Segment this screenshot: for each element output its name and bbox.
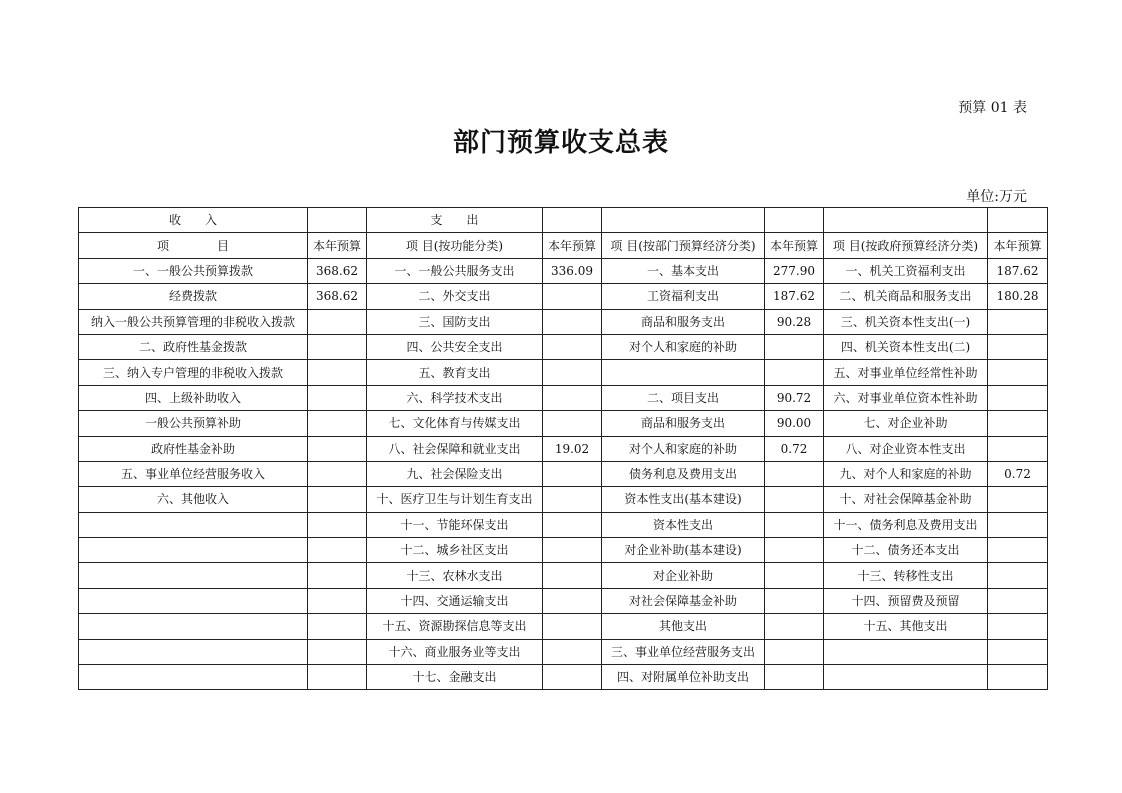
table-cell: 七、文化体育与传媒支出 — [367, 411, 543, 436]
budget-table — [78, 207, 1048, 690]
table-cell — [79, 512, 308, 537]
table-cell: 336.09 — [543, 258, 602, 283]
table-cell: 四、对附属单位补助支出 — [602, 665, 765, 690]
table-cell: 十二、城乡社区支出 — [367, 538, 543, 563]
table-cell — [765, 665, 824, 690]
table-cell — [543, 334, 602, 359]
table-row — [79, 538, 1048, 563]
table-cell: 项 目 — [79, 233, 308, 258]
table-cell: 本年预算 — [308, 233, 367, 258]
table-cell: 债务利息及费用支出 — [602, 461, 765, 486]
table-cell: 九、社会保险支出 — [367, 461, 543, 486]
table-row — [79, 411, 1048, 436]
table-row — [79, 665, 1048, 690]
table-cell — [988, 436, 1048, 461]
table-cell: 八、社会保障和就业支出 — [367, 436, 543, 461]
unit-label: 单位:万元 — [966, 189, 1027, 205]
table-cell — [308, 309, 367, 334]
table-cell — [988, 385, 1048, 410]
table-cell: 十一、债务利息及费用支出 — [824, 512, 988, 537]
table-cell — [308, 360, 367, 385]
table-cell — [988, 614, 1048, 639]
table-cell: 其他支出 — [602, 614, 765, 639]
table-cell: 三、事业单位经营服务支出 — [602, 639, 765, 664]
table-cell: 商品和服务支出 — [602, 309, 765, 334]
table-cell — [308, 385, 367, 410]
header-row — [79, 208, 1048, 233]
table-cell: 二、机关商品和服务支出 — [824, 284, 988, 309]
table-cell: 五、事业单位经营服务收入 — [79, 461, 308, 486]
table-cell: 90.72 — [765, 385, 824, 410]
table-cell — [765, 208, 824, 233]
table-cell: 支 出 — [367, 208, 543, 233]
table-cell — [765, 588, 824, 613]
table-cell: 五、教育支出 — [367, 360, 543, 385]
table-cell: 277.90 — [765, 258, 824, 283]
table-row — [79, 588, 1048, 613]
table-cell: 三、国防支出 — [367, 309, 543, 334]
table-cell — [765, 487, 824, 512]
table-cell — [79, 563, 308, 588]
table-cell: 十二、债务还本支出 — [824, 538, 988, 563]
table-cell: 四、机关资本性支出(二) — [824, 334, 988, 359]
table-cell — [988, 563, 1048, 588]
table-cell: 187.62 — [988, 258, 1048, 283]
table-cell: 资本性支出(基本建设) — [602, 487, 765, 512]
table-cell: 十、医疗卫生与计划生育支出 — [367, 487, 543, 512]
table-cell: 十六、商业服务业等支出 — [367, 639, 543, 664]
table-row — [79, 614, 1048, 639]
table-cell — [765, 614, 824, 639]
table-cell — [308, 411, 367, 436]
table-cell: 19.02 — [543, 436, 602, 461]
table-cell: 十四、交通运输支出 — [367, 588, 543, 613]
table-cell: 商品和服务支出 — [602, 411, 765, 436]
table-cell: 七、对企业补助 — [824, 411, 988, 436]
table-row — [79, 334, 1048, 359]
table-cell — [543, 512, 602, 537]
table-cell — [543, 284, 602, 309]
table-cell — [79, 665, 308, 690]
table-cell: 项 目(按部门预算经济分类) — [602, 233, 765, 258]
table-cell — [79, 639, 308, 664]
table-cell — [543, 665, 602, 690]
table-cell: 368.62 — [308, 258, 367, 283]
table-cell: 90.28 — [765, 309, 824, 334]
table-cell: 九、对个人和家庭的补助 — [824, 461, 988, 486]
table-cell: 政府性基金补助 — [79, 436, 308, 461]
table-cell: 二、政府性基金拨款 — [79, 334, 308, 359]
table-cell: 180.28 — [988, 284, 1048, 309]
table-cell: 368.62 — [308, 284, 367, 309]
table-cell — [543, 563, 602, 588]
table-row — [79, 385, 1048, 410]
table-cell — [988, 639, 1048, 664]
table-cell — [308, 334, 367, 359]
form-code: 预算 01 表 — [958, 100, 1027, 116]
table-cell: 四、上级补助收入 — [79, 385, 308, 410]
table-cell: 一、基本支出 — [602, 258, 765, 283]
table-cell — [543, 538, 602, 563]
table-cell: 五、对事业单位经常性补助 — [824, 360, 988, 385]
table-cell: 十五、其他支出 — [824, 614, 988, 639]
table-cell: 项 目(按功能分类) — [367, 233, 543, 258]
table-cell — [765, 538, 824, 563]
table-row — [79, 436, 1048, 461]
table-cell: 一、机关工资福利支出 — [824, 258, 988, 283]
table-row — [79, 563, 1048, 588]
table-cell — [765, 334, 824, 359]
table-cell: 十三、农林水支出 — [367, 563, 543, 588]
table-cell: 工资福利支出 — [602, 284, 765, 309]
table-row — [79, 639, 1048, 664]
table-cell — [988, 512, 1048, 537]
table-cell — [79, 614, 308, 639]
table-cell — [543, 487, 602, 512]
table-cell — [765, 639, 824, 664]
table-cell: 一、一般公共服务支出 — [367, 258, 543, 283]
table-body — [79, 208, 1048, 690]
table-cell — [543, 588, 602, 613]
table-cell — [79, 538, 308, 563]
table-cell — [308, 588, 367, 613]
table-cell — [543, 385, 602, 410]
table-cell: 经费拨款 — [79, 284, 308, 309]
table-cell: 六、其他收入 — [79, 487, 308, 512]
table-cell — [988, 334, 1048, 359]
table-cell: 本年预算 — [765, 233, 824, 258]
table-cell: 0.72 — [988, 461, 1048, 486]
table-cell: 八、对企业资本性支出 — [824, 436, 988, 461]
table-cell — [79, 588, 308, 613]
table-cell: 十一、节能环保支出 — [367, 512, 543, 537]
table-cell — [824, 665, 988, 690]
table-cell — [988, 487, 1048, 512]
table-cell — [988, 538, 1048, 563]
table-cell: 一般公共预算补助 — [79, 411, 308, 436]
table-cell — [988, 588, 1048, 613]
table-cell — [988, 309, 1048, 334]
table-cell: 一、一般公共预算拨款 — [79, 258, 308, 283]
table-cell: 六、对事业单位资本性补助 — [824, 385, 988, 410]
table-cell — [602, 360, 765, 385]
table-cell — [308, 639, 367, 664]
page-title: 部门预算收支总表 — [452, 128, 669, 158]
table-cell: 0.72 — [765, 436, 824, 461]
table-row — [79, 360, 1048, 385]
table-cell: 二、外交支出 — [367, 284, 543, 309]
table-cell — [308, 538, 367, 563]
table-cell: 对社会保障基金补助 — [602, 588, 765, 613]
table-cell: 90.00 — [765, 411, 824, 436]
table-cell — [308, 436, 367, 461]
table-cell — [988, 360, 1048, 385]
table-cell: 资本性支出 — [602, 512, 765, 537]
table-cell — [824, 208, 988, 233]
table-cell — [765, 461, 824, 486]
table-cell — [308, 487, 367, 512]
table-cell: 项 目(按政府预算经济分类) — [824, 233, 988, 258]
table-cell — [543, 614, 602, 639]
table-cell: 三、机关资本性支出(一) — [824, 309, 988, 334]
table-row — [79, 284, 1048, 309]
table-cell: 187.62 — [765, 284, 824, 309]
table-cell: 十三、转移性支出 — [824, 563, 988, 588]
table-cell: 十四、预留费及预留 — [824, 588, 988, 613]
table-cell — [602, 208, 765, 233]
table-cell — [988, 665, 1048, 690]
table-cell — [988, 208, 1048, 233]
table-cell: 对个人和家庭的补助 — [602, 436, 765, 461]
table-cell — [543, 639, 602, 664]
table-cell: 本年预算 — [988, 233, 1048, 258]
table-cell — [543, 411, 602, 436]
table-cell: 三、纳入专户管理的非税收入拨款 — [79, 360, 308, 385]
table-cell: 对企业补助 — [602, 563, 765, 588]
table-cell: 对个人和家庭的补助 — [602, 334, 765, 359]
table-row — [79, 461, 1048, 486]
table-row — [79, 487, 1048, 512]
table-cell: 四、公共安全支出 — [367, 334, 543, 359]
table-cell — [308, 512, 367, 537]
table-cell: 十七、金融支出 — [367, 665, 543, 690]
table-cell: 十、对社会保障基金补助 — [824, 487, 988, 512]
table-cell — [308, 563, 367, 588]
table-cell: 纳入一般公共预算管理的非税收入拨款 — [79, 309, 308, 334]
table-cell — [308, 614, 367, 639]
table-cell: 对企业补助(基本建设) — [602, 538, 765, 563]
header-row — [79, 233, 1048, 258]
table-cell — [988, 411, 1048, 436]
table-cell — [765, 512, 824, 537]
table-cell: 六、科学技术支出 — [367, 385, 543, 410]
table-cell — [543, 360, 602, 385]
table-row — [79, 512, 1048, 537]
table-cell: 本年预算 — [543, 233, 602, 258]
table-cell — [765, 563, 824, 588]
table-cell — [543, 309, 602, 334]
table-cell — [765, 360, 824, 385]
table-cell — [824, 639, 988, 664]
table-cell — [308, 461, 367, 486]
table-cell: 十五、资源勘探信息等支出 — [367, 614, 543, 639]
table-cell — [308, 665, 367, 690]
table-cell — [543, 208, 602, 233]
table-row — [79, 258, 1048, 283]
table-cell — [543, 461, 602, 486]
table-cell — [308, 208, 367, 233]
table-row — [79, 309, 1048, 334]
table-cell: 二、项目支出 — [602, 385, 765, 410]
table-cell: 收 入 — [79, 208, 308, 233]
